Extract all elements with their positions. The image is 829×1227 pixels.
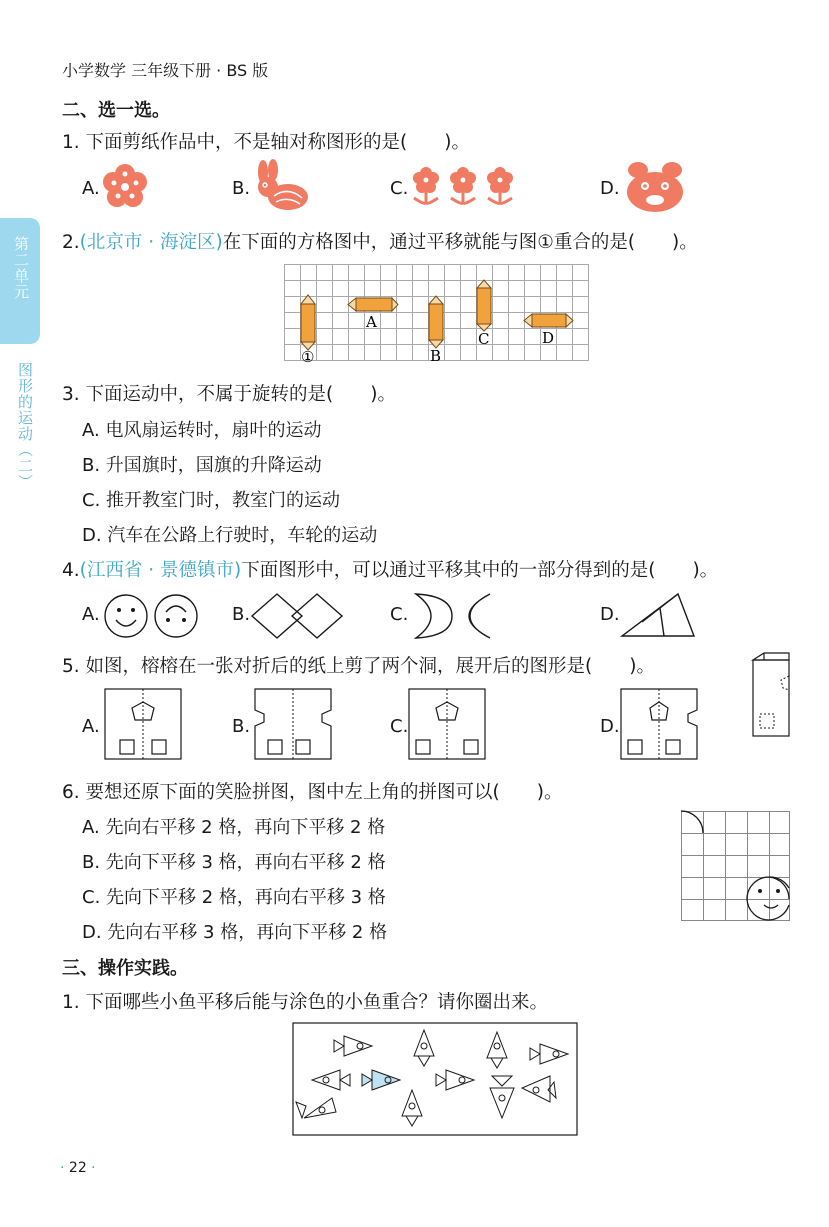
q2-label-a: A [366,313,377,331]
section3-q1-text: 1. 下面哪些小鱼平移后能与涂色的小鱼重合？请你圈出来。 [62,992,549,1013]
q5-option-a-figure [104,688,184,762]
pencil-a-icon [348,298,398,311]
q4-option-d-label: D. [600,604,620,625]
q6-smiley-puzzle-grid [680,810,792,922]
q2-label-c: C [478,330,490,348]
fish-5-icon [312,1070,350,1090]
q4-text [62,556,718,582]
q3-option-a: A. 电风扇运转时，扇叶的运动 [82,420,322,441]
q3-option-d: D. 汽车在公路上行驶时，车轮的运动 [82,525,378,546]
fish-4-icon [530,1044,568,1064]
fish-9-icon [402,1090,422,1126]
q5-text: 5. 如图，榕榕在一张对折后的纸上剪了两个洞，展开后的图形是( )。 [62,656,655,677]
fish-7-icon [490,1076,514,1118]
fish-10-icon [522,1076,556,1102]
section3-title: 三、操作实践。 [62,958,188,979]
q5-option-b-label: B. [232,716,251,737]
fish-1-icon [334,1036,372,1056]
fish-6-icon [436,1070,474,1090]
q4-triangles-icon [620,592,696,638]
q4-option-b-label: B. [232,604,251,625]
q1-option-c-label: C. [390,178,409,199]
topic-side-label: 图形的运动（二） [16,362,34,490]
q1-option-d-label: D. [600,178,620,199]
q2-question: 在下面的方格图中，通过平移就能与图①重合的是( )。 [222,232,698,253]
q6-option-c: C. 先向下平移 2 格，再向右平移 3 格 [82,887,386,908]
page-number-value: 22 [68,1160,87,1176]
q5-option-c-figure [408,688,488,762]
q5-option-c-label: C. [390,716,409,737]
page-number: · 22 · [60,1160,96,1176]
q3-option-c: C. 推开教室门时，教室门的运动 [82,490,341,511]
q4-rhombus-pair-icon [250,592,346,640]
q2-label-b: B [430,347,442,365]
q6-text: 6. 要想还原下面的笑脸拼图，图中左上角的拼图可以( )。 [62,782,563,803]
q1-text: 1. 下面剪纸作品中，不是轴对称图形的是( )。 [62,132,470,153]
q2-text [62,228,698,254]
q5-option-b-figure [254,688,334,762]
q2-label-d: D [542,329,555,347]
q1-option-b-label: B. [232,178,251,199]
pencil-b-icon [429,296,443,348]
q3-text: 3. 下面运动中，不属于旋转的是( )。 [62,384,396,405]
book-header: 小学数学 三年级下册 · BS 版 [62,61,269,80]
fish-8-icon [296,1098,336,1118]
q6-option-a: A. 先向右平移 2 格，再向下平移 2 格 [82,817,386,838]
q5-folded-paper-icon [752,652,792,738]
pencil-1-icon [301,295,315,350]
q1-option-a-label: A. [82,178,100,199]
q2-source: (北京市 · 海淀区) [79,232,223,253]
q2-grid-figure [284,264,590,364]
fish-2-icon [414,1030,434,1066]
q3-option-b: B. 升国旗时，国旗的升降运动 [82,455,322,476]
pencil-d-icon [524,314,573,327]
q6-option-d: D. 先向右平移 3 格，再向下平移 2 格 [82,922,388,943]
q2-label-1: ① [301,348,315,366]
q5-option-a-label: A. [82,716,100,737]
q5-option-d-label: D. [600,716,620,737]
q4-source: (江西省 · 景德镇市) [79,560,242,581]
q4-question: 下面图形中，可以通过平移其中的一部分得到的是( )。 [241,560,719,581]
fish-panel [292,1022,578,1136]
papercut-three-flowers-icon [408,166,518,208]
papercut-flower-icon [100,162,150,212]
papercut-animal-face-icon [622,160,688,214]
q4-option-c-label: C. [390,604,409,625]
q2-number: 2. [62,232,80,253]
unit-tab-label: 第二单元 [12,236,30,300]
fish-3-icon [487,1032,507,1068]
pencil-c-icon [477,280,491,331]
section2-title: 二、选一选。 [62,100,170,121]
q4-number: 4. [62,560,80,581]
papercut-rabbit-icon [250,160,310,212]
fish-shaded-icon [362,1070,400,1090]
q4-crescents-icon [412,592,494,640]
q6-option-b: B. 先向下平移 3 格，再向右平移 2 格 [82,852,386,873]
q4-smiley-faces-icon [104,594,200,640]
q5-option-d-figure [620,688,700,762]
q4-option-a-label: A. [82,604,100,625]
